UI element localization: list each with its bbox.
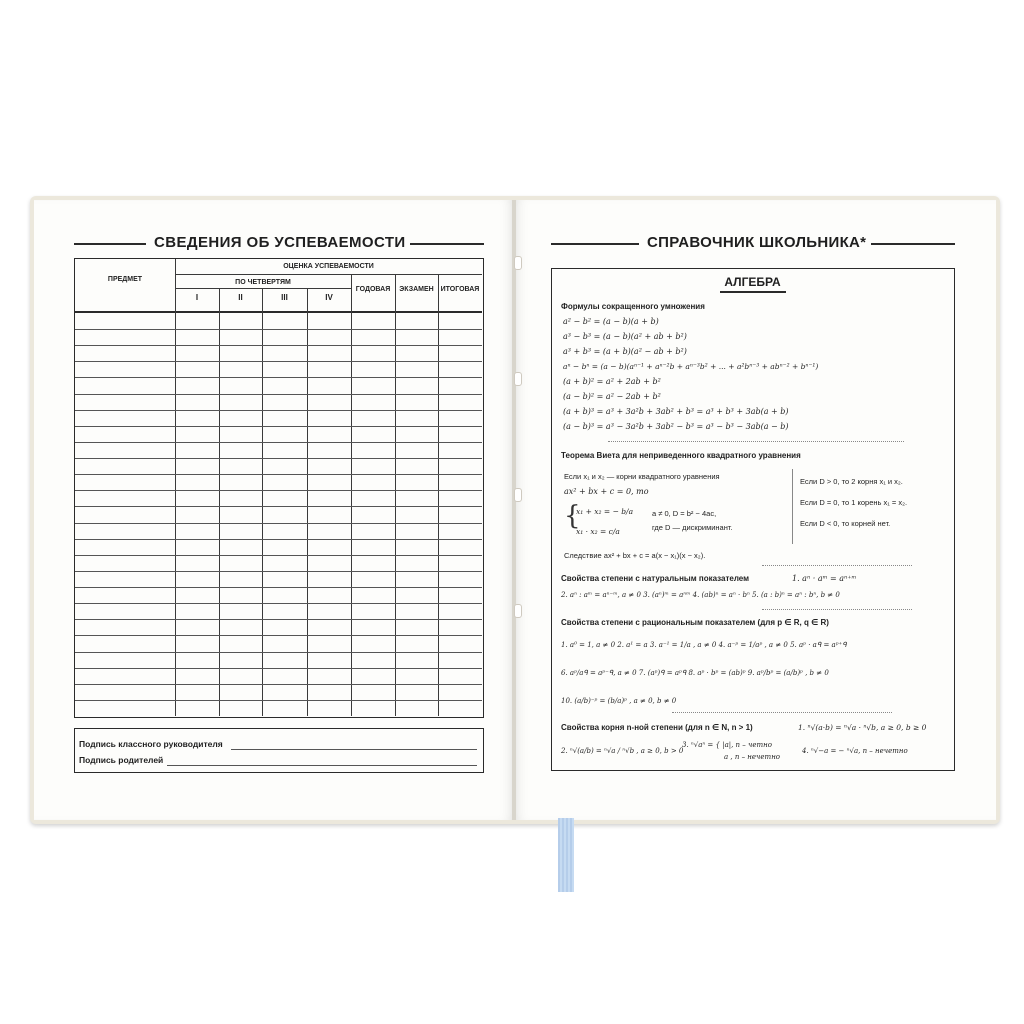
vieta-product: x₁ · x₂ = c/a bbox=[576, 527, 620, 536]
table-row-line bbox=[75, 361, 482, 362]
binding-stitch bbox=[514, 372, 522, 386]
discriminant-case: Если D > 0, то 2 корня x₁ и x₂. bbox=[800, 477, 903, 486]
right-page-header bbox=[551, 230, 955, 256]
binding-gutter bbox=[512, 200, 516, 820]
discriminant-case: Если D < 0, то корней нет. bbox=[800, 519, 891, 528]
table-row-line bbox=[75, 345, 482, 346]
rational-property: 1. a⁰ = 1, a ≠ 0 2. a¹ = a 3. a⁻¹ = 1/a , a ≠ 0 4. a⁻ᵖ = 1/aᵖ , a ≠ 0 5. aᵖ · aᑫ = aᵖ⁺ᑫ bbox=[561, 641, 847, 649]
vieta-heading: Теорема Виета для неприведенного квадратного уравнения bbox=[561, 451, 801, 460]
quarters-header: ПО ЧЕТВЕРТЯМ bbox=[235, 279, 291, 286]
divider bbox=[608, 441, 904, 442]
divider bbox=[672, 712, 892, 713]
binding-stitch bbox=[514, 488, 522, 502]
table-row-line bbox=[75, 587, 482, 588]
vieta-condition: a ≠ 0, D = b² − 4ac, bbox=[652, 509, 717, 518]
formula-line: a² − b² = (a − b)(a + b) bbox=[563, 317, 659, 326]
grades-table bbox=[74, 258, 484, 718]
table-row-line bbox=[75, 506, 482, 507]
formula-line: aⁿ − bⁿ = (a − b)(aⁿ⁻¹ + aⁿ⁻²b + aⁿ⁻³b² + ... + a²bⁿ⁻³ + abⁿ⁻² + bⁿ⁻¹) bbox=[563, 362, 819, 371]
root-property: 1. ⁿ√(a·b) = ⁿ√a · ⁿ√b, a ≥ 0, b ≥ 0 bbox=[798, 723, 927, 732]
table-row-line bbox=[75, 426, 482, 427]
table-row-line bbox=[75, 555, 482, 556]
table-row-line bbox=[75, 619, 482, 620]
header-rule bbox=[175, 274, 482, 275]
page-title: СПРАВОЧНИК ШКОЛЬНИКА* bbox=[647, 234, 867, 251]
rational-power-heading: Свойства степени с рациональным показателем (для p ∈ R, q ∈ R) bbox=[561, 618, 829, 627]
root-heading: Свойства корня n-ной степени (для n ∈ N, n > 1) bbox=[561, 723, 753, 732]
parents-signature-line[interactable] bbox=[167, 765, 477, 766]
grade-rows[interactable] bbox=[75, 313, 482, 716]
table-row-line bbox=[75, 684, 482, 685]
divider bbox=[762, 565, 912, 566]
table-row-line bbox=[75, 523, 482, 524]
table-row-line bbox=[75, 539, 482, 540]
page-title: СВЕДЕНИЯ ОБ УСПЕВАЕМОСТИ bbox=[154, 234, 406, 251]
table-row-line bbox=[75, 635, 482, 636]
root-property: 3. ⁿ√aⁿ = { |a|, n – четно bbox=[682, 741, 772, 749]
system-brace: { bbox=[564, 501, 581, 531]
table-row-line bbox=[75, 458, 482, 459]
table-row-line bbox=[75, 603, 482, 604]
vieta-line: Если x₁ и x₂ — корни квадратного уравнения bbox=[564, 472, 720, 481]
reference-box bbox=[551, 268, 955, 771]
formula-line: a³ + b³ = (a + b)(a² − ab + b²) bbox=[563, 347, 687, 356]
rational-property: 10. (a/b)⁻ᵖ = (b/a)ᵖ , a ≠ 0, b ≠ 0 bbox=[561, 697, 677, 705]
teacher-signature-line[interactable] bbox=[231, 749, 477, 750]
vieta-condition: где D — дискриминант. bbox=[652, 523, 733, 532]
table-row-line bbox=[75, 394, 482, 395]
natural-power-heading: Свойства степени с натуральным показателем bbox=[561, 574, 750, 583]
power-property: 1. aⁿ · aᵐ = aⁿ⁺ᵐ bbox=[792, 574, 857, 583]
quarter-label: II bbox=[238, 293, 243, 302]
quarter-label: IV bbox=[325, 293, 333, 302]
teacher-signature-label: Подпись классного руководителя bbox=[79, 739, 223, 749]
binding-stitch bbox=[514, 604, 522, 618]
table-row-line bbox=[75, 652, 482, 653]
table-row-line bbox=[75, 377, 482, 378]
quarter-label: III bbox=[281, 293, 288, 302]
column-divider bbox=[792, 469, 793, 544]
formulas-heading: Формулы сокращенного умножения bbox=[561, 302, 705, 311]
exam-header: ЭКЗАМЕН bbox=[399, 286, 434, 293]
table-row-line bbox=[75, 700, 482, 701]
formula-line: a³ − b³ = (a − b)(a² + ab + b²) bbox=[563, 332, 687, 341]
section-title: АЛГЕБРА bbox=[724, 275, 781, 289]
vieta-consequence: Следствие ax² + bx + c = a(x − x₁)(x − x₂). bbox=[564, 551, 706, 560]
formula-line: (a + b)² = a² + 2ab + b² bbox=[563, 377, 661, 386]
table-row-line bbox=[75, 410, 482, 411]
vieta-sum: x₁ + x₂ = − b/a bbox=[576, 507, 634, 516]
vieta-line: ax² + bx + c = 0, то bbox=[564, 487, 649, 496]
binding-stitch bbox=[514, 256, 522, 270]
divider bbox=[762, 609, 912, 610]
root-property: 2. ⁿ√(a/b) = ⁿ√a / ⁿ√b , a ≥ 0, b > 0 bbox=[561, 747, 684, 755]
table-row-line bbox=[75, 571, 482, 572]
discriminant-case: Если D = 0, то 1 корень x₁ = x₂. bbox=[800, 498, 908, 507]
table-row-line bbox=[75, 668, 482, 669]
grades-header: ОЦЕНКА УСПЕВАЕМОСТИ bbox=[283, 263, 374, 270]
power-property: 2. aⁿ : aᵐ = aⁿ⁻ᵐ, a ≠ 0 3. (aⁿ)ᵐ = aⁿᵐ 4. (ab)ⁿ = aⁿ · bⁿ 5. (a : b)ⁿ = aⁿ : bⁿ, b ≠ 0 bbox=[561, 591, 840, 599]
subject-header: ПРЕДМЕТ bbox=[107, 276, 143, 283]
bookmark-ribbon[interactable] bbox=[558, 818, 574, 892]
formula-line: (a − b)³ = a³ − 3a²b + 3ab² − b³ = a³ − b³ − 3ab(a − b) bbox=[563, 422, 789, 431]
table-row-line bbox=[75, 474, 482, 475]
table-row-line bbox=[75, 329, 482, 330]
final-header: ИТОГОВАЯ bbox=[440, 286, 480, 293]
formula-line: (a + b)³ = a³ + 3a²b + 3ab² + b³ = a³ + b³ + 3ab(a + b) bbox=[563, 407, 789, 416]
table-row-line bbox=[75, 442, 482, 443]
root-property: 4. ⁿ√−a = − ⁿ√a, n – нечетно bbox=[802, 747, 908, 755]
rational-property: 6. aᵖ/aᑫ = aᵖ⁻ᑫ, a ≠ 0 7. (aᵖ)ᑫ = aᵖᑫ 8. aᵖ · bᵖ = (ab)ᵖ 9. aᵖ/bᵖ = (a/b)ᵖ , b ≠ 0 bbox=[561, 669, 829, 677]
table-row-line bbox=[75, 490, 482, 491]
signature-box bbox=[74, 728, 484, 773]
left-page-header bbox=[74, 230, 484, 256]
formula-line: (a − b)² = a² − 2ab + b² bbox=[563, 392, 661, 401]
section-underline bbox=[720, 291, 786, 293]
root-property: a , n – нечетно bbox=[724, 753, 781, 761]
header-rule bbox=[175, 288, 351, 289]
parents-signature-label: Подпись родителей bbox=[79, 755, 164, 765]
quarter-label: I bbox=[195, 293, 199, 302]
yearly-header: ГОДОВАЯ bbox=[355, 286, 391, 293]
